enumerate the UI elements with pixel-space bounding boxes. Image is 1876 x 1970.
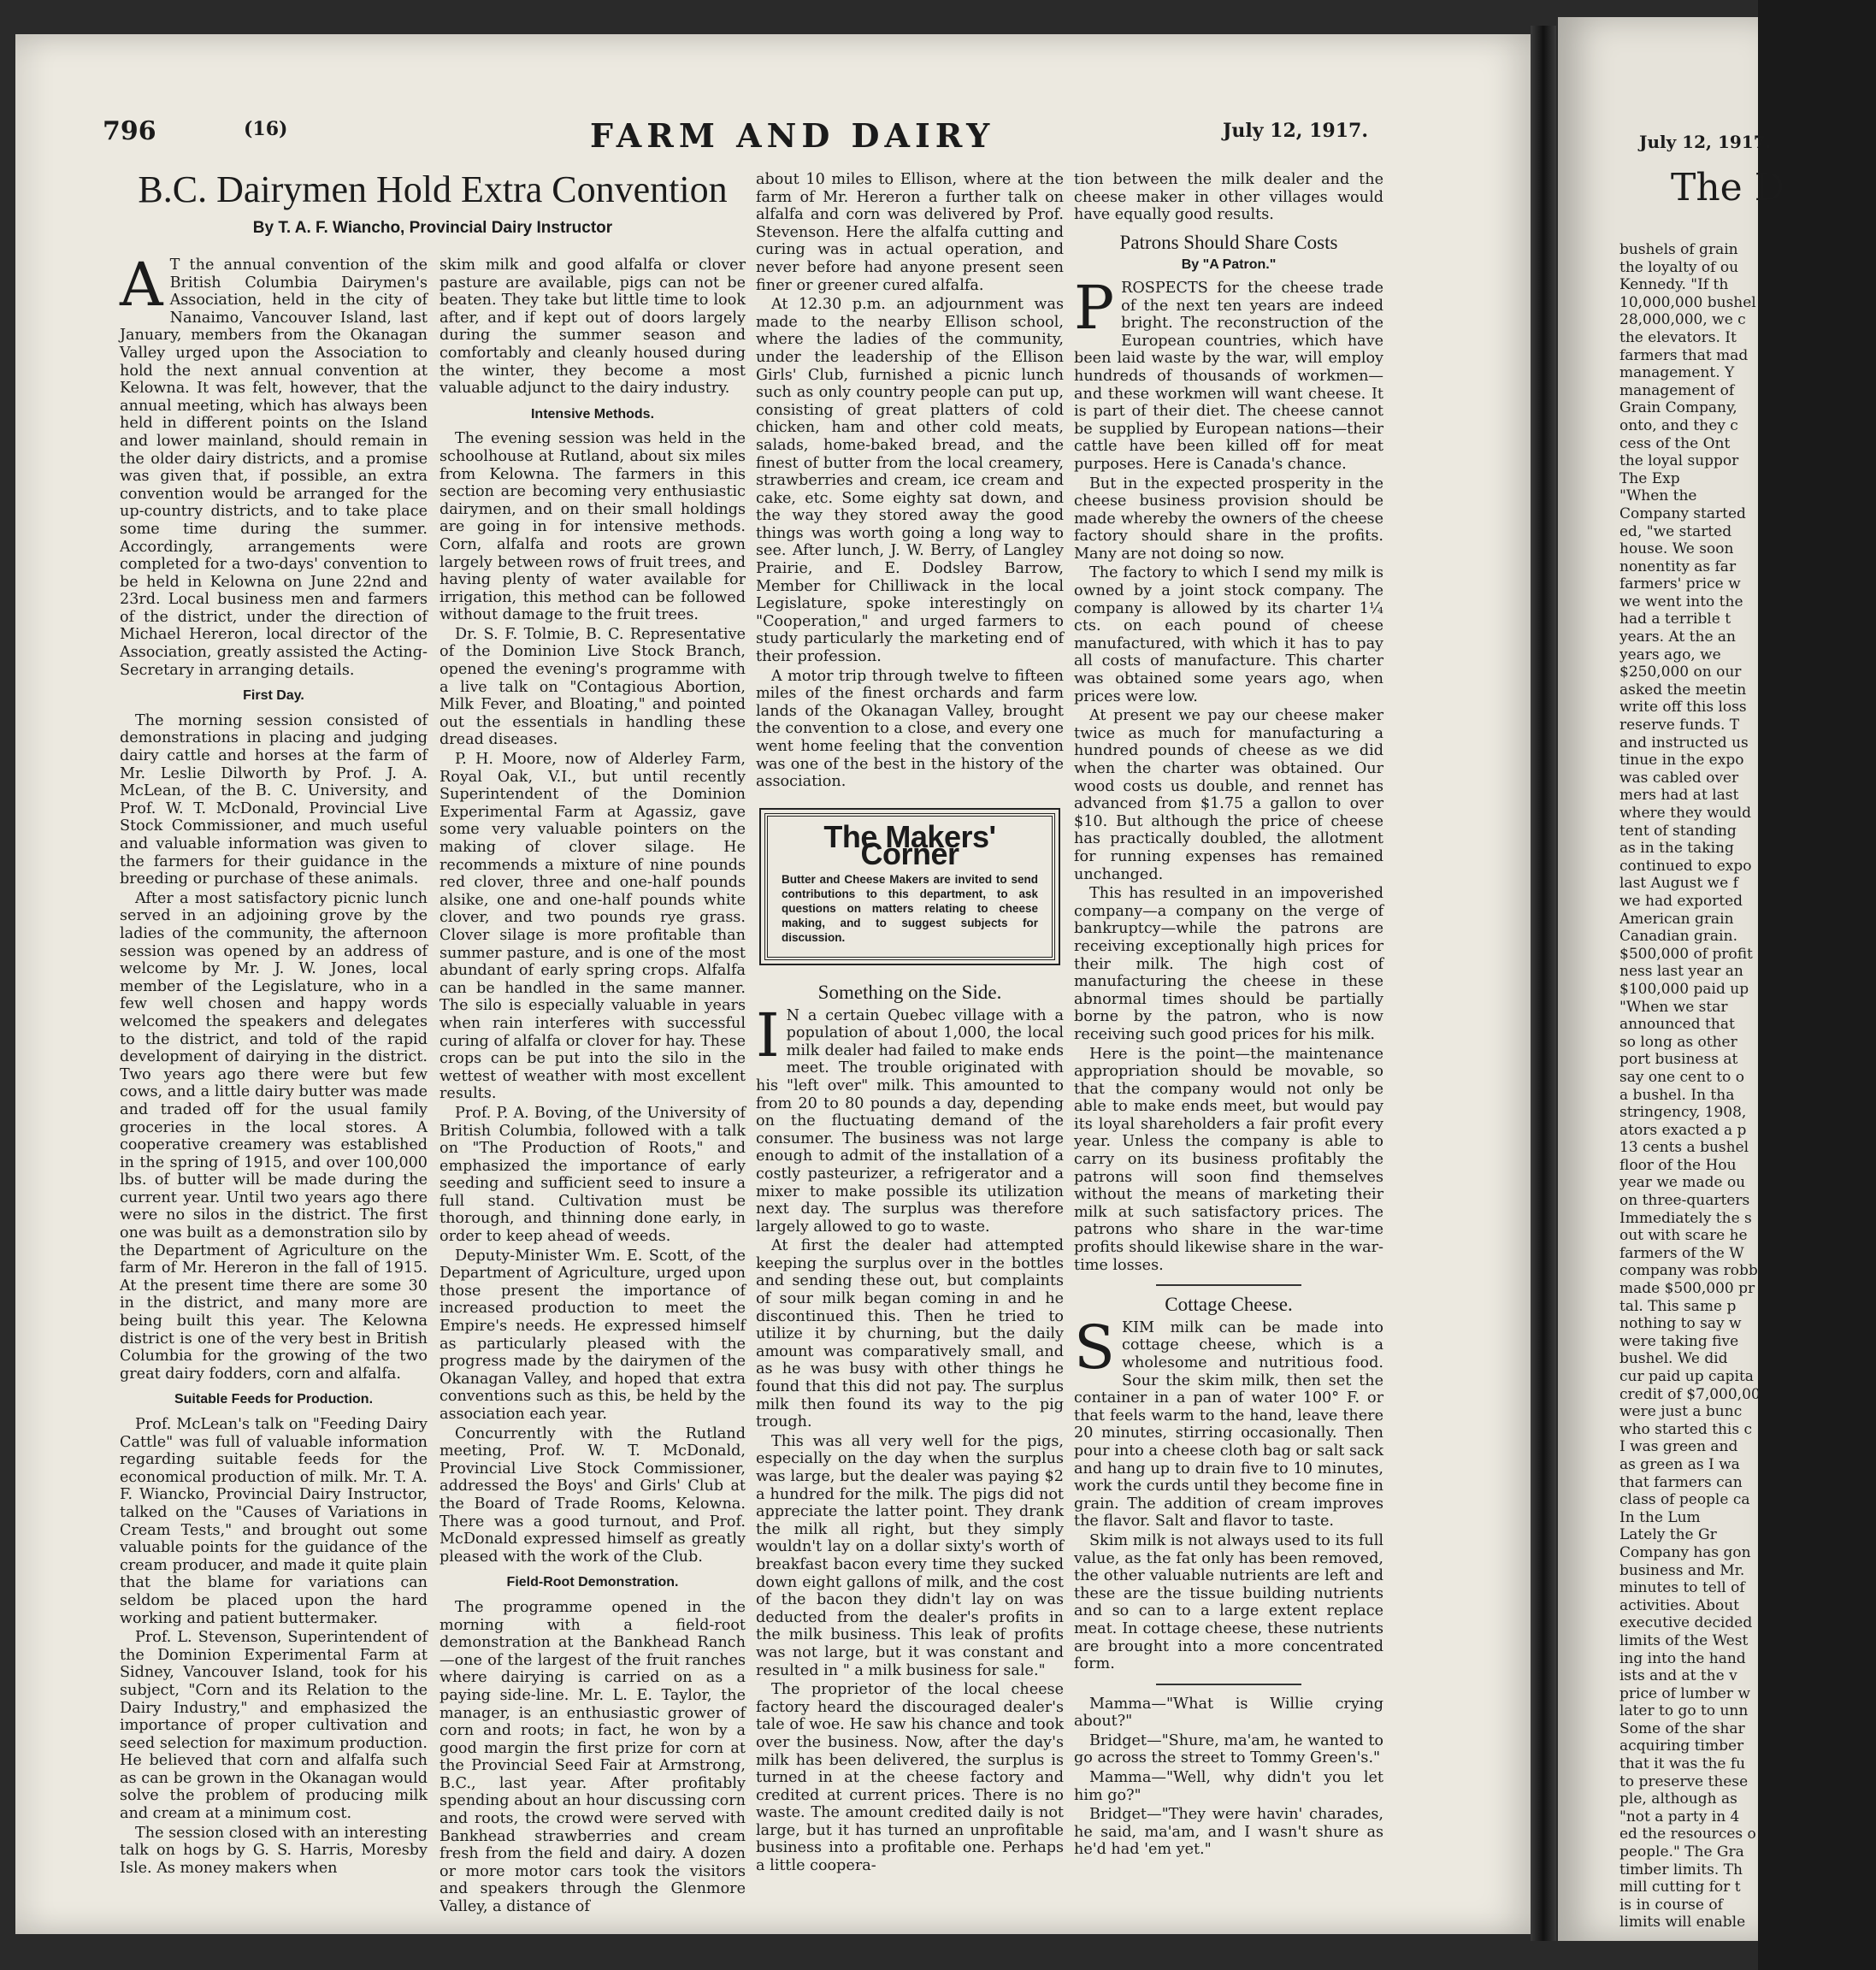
right-page-line: company was robb (1619, 1262, 1758, 1280)
article-paragraph: about 10 miles to Ellison, where at the farm of Mr. Hereron a further talk on alfalfa and corn was delivered by Prof. Stevenson. Here the alfalfa cutting and curing was in actual operation, and never before had anyone present seen finer or greener cured alfalfa. (756, 171, 1064, 294)
article-paragraph: SKIM milk can be made into cottage cheese, which is a wholesome and nutritious food. Sour the skim milk, then set the container in a pan of water 100° F. or that feels warm to the hand, leave there 20 minutes, stirring occasionally. Then pour into a cheese cloth bag or salt sack and hang up to drain five to 10 minutes, work the curds until they become fine in grain. The addition of cream improves the flavor. Salt and flavor to taste. (1074, 1312, 1383, 1531)
right-page-line: we had exported (1619, 892, 1743, 910)
page-number: 796 (103, 116, 156, 146)
right-page-line: nonentity as far (1619, 557, 1737, 575)
right-page-line: management. Y (1619, 364, 1735, 382)
right-page-line: business and Mr. (1619, 1561, 1745, 1579)
subhead-intensive-methods: Intensive Methods. (530, 406, 655, 422)
right-page-line: onto, and they c (1619, 416, 1738, 434)
article-paragraph: A motor trip through twelve to fifteen miles of the finest orchards and farm lands of the Okanagan Valley, brought the convention to a close, and every one went home feeling that the convention was one of the best in the history of the association. (756, 667, 1064, 791)
article-paragraph: After a most satisfactory picnic lunch served in an adjoining grove by the ladies of the community, the afternoon session was opened by an address of welcome by Mr. J. W. Jones, local member of the Legislature, who in a few well chosen and happy words welcomed the speakers and delegates to the district, and told of the rapid development of dairying in the district. Two years ago there were but few cows, and a little dairy butter was made and traded off for the usual family groceries in the local stores. A cooperative creamery was established in the spring of 1915, and over 100,000 lbs. of butter will be made during the current year. Until two years ago there were no silos in the district. The first one was built as a demonstration silo by the Department of Agriculture on the farm of Mr. Hereron in the fall of 1915. At the present time there are some 30 in the district, and many more are being built this year. The Kelowna district is one of the very best in British Columbia for the growing of the two great dairy fodders, corn and alfalfa. (120, 889, 428, 1383)
column-4 (1074, 171, 1383, 1861)
right-page-line: Company has gon (1619, 1543, 1751, 1561)
right-page-line: on three-quarters (1619, 1192, 1750, 1210)
right-page-line: and instructed us (1619, 734, 1749, 752)
right-page-line: bushel. We did (1619, 1350, 1728, 1368)
patrons-title: Patrons Should Share Costs (1119, 231, 1338, 253)
right-page-line: ing into the hand (1619, 1649, 1746, 1667)
right-page-line: were just a bunc (1619, 1403, 1743, 1421)
article-paragraph: The programme opened in the morning with a field-root demonstration at the Bankhead Ranch—one of the largest of the fruit ranches where dairying is carried on as a paying side-line. Mr. L. E. Taylor, the manager, is an enthusiastic grower of corn and roots; in fact, he won by a good margin the first prize for corn at the Provincial Seed Fair at Armstrong, B.C., last year. After profitably spending about an hour discussing corn and roots, the crowd were served with Bankhead strawberries and cream fresh from the field and dairy. A dozen or more motor cars took the visitors and speakers through the Glenmore Valley, a distance of (440, 1598, 746, 1916)
article-paragraph: At 12.30 p.m. an adjournment was made to the nearby Ellison school, where the ladies of the community, under the leadership of the Ellison Girls' Club, furnished a picnic lunch such as only country people can put up, consisting of great platters of cold chicken, ham and other cold meats, salads, home-baked bread, and the finest of butter from the local creamery, strawberries and cream, ice cream and cake, etc. Some eighty sat down, and the way they stored away the good things was worth going a long way to see. After lunch, J. W. Berry, of Langley Prairie, and E. Dodsley Barrow, Member for Chilliwack in the local Legislature, spoke interestingly on "Cooperation," and urged farmers to study particularly the marketing end of their profession. (756, 296, 1064, 666)
right-page-line: 13 cents a bushel (1619, 1139, 1749, 1157)
right-page-line: farmers of the W (1619, 1244, 1744, 1262)
right-page-line: ists and at the v (1619, 1667, 1737, 1685)
right-page-line: where they would (1619, 805, 1752, 822)
right-page-line: last August we f (1619, 875, 1738, 893)
right-page-line: ators exacted a p (1619, 1121, 1747, 1139)
right-page-line: year we made ou (1619, 1174, 1746, 1192)
right-page-line: that farmers can (1619, 1473, 1743, 1491)
article-paragraph: P. H. Moore, now of Alderley Farm, Royal Oak, V.I., but until recently Superintendent of the Dominion Experimental Farm at Agassiz, gave some very valuable pointers on the making of clover silage. He recommends a mixture of nine pounds red clover, three and one-half pounds alsike, one and one-half pounds white clover, and two pounds rye grass. Clover silage is more profitable than summer pasture, and is one of the most abundant of early spring crops. Alfalfa can be handled in the same manner. The silo is especially valuable in years when rain interferes with successful curing of alfalfa or clover for hay. These crops can be put into the silo in the wettest of weather with most excellent results. (440, 751, 746, 1103)
joke-line: Bridget—"They were havin' charades, he said, ma'am, and I wasn't shure as he'd had 'em yet." (1074, 1806, 1383, 1859)
makers-corner-title: The Makers' Corner (823, 818, 996, 872)
right-page-line: announced that (1619, 1016, 1735, 1034)
drop-cap: I (756, 1000, 780, 1071)
article-paragraph: Prof. McLean's talk on "Feeding Dairy Cattle" was full of valuable information regarding suitable feeds for the economical production of milk. Mr. T. A. F. Wiancko, Provincial Dairy Instructor, talked on the "Causes of Variations in Cream Tests," and brought out some valuable points for the guidance of the cream producer, and made it quite plain that the blame for variations can seldom be placed upon the hard working and patient buttermaker. (120, 1416, 428, 1627)
article-paragraph: At first the dealer had attempted keeping the surplus over in the bottles and sending these out, but complaints of sour milk began coming in and he discontinued this. Then he tried to utilize it by churning, but the daily amount was comparatively small, and as he was busy with other things he found that this did not pay. The surplus milk then found its way to the pig trough. (756, 1237, 1064, 1431)
right-page-line: ed the resources o (1619, 1825, 1756, 1843)
right-page-line: ed, "we started (1619, 522, 1732, 540)
right-page-line: $250,000 on our (1619, 664, 1742, 681)
article-paragraph: The evening session was held in the schoolhouse at Rutland, about six miles from Kelowna. The farmers in this section are becoming very enthusiastic dairymen, and on their small holdings are going in for intensive methods. Corn, alfalfa and roots are grown largely between rows of fruit trees, and having plenty of water available for irrigation, this method can be followed without damage to the fruit trees. (440, 430, 746, 624)
article-title: B.C. Dairymen Hold Extra Convention (138, 168, 728, 210)
right-page-line: made $500,000 pr (1619, 1280, 1755, 1298)
article-paragraph: Deputy-Minister Wm. E. Scott, of the Department of Agriculture, urged upon those present the importance of increased production to meet the Empire's needs. He expressed himself as particularly pleased with the progress made by the dairymen of the Okanagan Valley, and hoped that extra conventions such as this, be held by the association each year. (440, 1247, 746, 1423)
right-page-line: The Exp (1619, 469, 1680, 487)
right-page-fragment (1558, 17, 1785, 1941)
right-page-line: nothing to say w (1619, 1315, 1742, 1333)
right-page-line: the loyalty of ou (1619, 258, 1739, 276)
masthead: FARM AND DAIRY (590, 116, 995, 155)
right-page-line: say one cent to o (1619, 1068, 1744, 1086)
article-paragraph: skim milk and good alfalfa or clover pasture are available, pigs can not be beaten. They take but little time to look after, and if kept out of doors largely during the summer season and comfortably and cleanly housed during the winter, they become a most valuable adjunct to the dairy industry. (440, 257, 746, 398)
article-paragraph: This was all very well for the pigs, especially on the day when the surplus was large, but the dealer was paying $2 a hundred for the milk. The pigs did not appreciate the latter point. They drank the milk all right, but they simply wouldn't lay on a dollar sixty's worth of breakfast bacon every time they sucked down eight gallons of milk, and the cost of the bacon they didn't lay on was deducted from the dealer's profits in the milk business. This leak of profits was not large, but it was constant and resulted in " a milk business for sale." (756, 1432, 1064, 1679)
article-paragraph: Here is the point—the maintenance appropriation should be movable, so that the company would not only be able to make ends meet, but would pay its loyal shareholders a fair profit every year. Unless the company is able to carry on its business profitably the patrons will soon find themselves without the means of marketing their milk at such satisfactory prices. The patrons who share in the war-time profits should likewise share in the war-time losses. (1074, 1045, 1383, 1274)
right-page-line: write off this loss (1619, 699, 1747, 717)
article-paragraph: The session closed with an interesting talk on hogs by G. S. Harris, Moresby Isle. As money makers when (120, 1824, 428, 1877)
article-paragraph: Concurrently with the Rutland meeting, Prof. W. T. McDonald, Provincial Live Stock Commissioner, addressed the Boys' and Girls' Club at the Board of Trade Rooms, Kelowna. There was a good turnout, and Prof. McDonald expressed himself as greatly pleased with the work of the Club. (440, 1424, 746, 1566)
right-page-line: we went into the (1619, 593, 1743, 610)
article-paragraph: Dr. S. F. Tolmie, B. C. Representative of the Dominion Live Stock Branch, opened the evening's programme with a live talk on "Contagious Abortion, Milk Fever, and Bloating," and pointed out the essentials in handling these dread diseases. (440, 625, 746, 749)
subhead-field-root: Field-Root Demonstration. (506, 1575, 679, 1590)
drop-cap: S (1074, 1312, 1115, 1383)
right-page-line: Grain Company, (1619, 399, 1737, 417)
makers-corner-box (764, 813, 1055, 960)
right-page-line: $500,000 of profit (1619, 945, 1753, 963)
right-page-line: were taking five (1619, 1332, 1739, 1350)
section-divider (1156, 1284, 1301, 1286)
right-page-line: 28,000,000, we c (1619, 311, 1746, 329)
issue-date: July 12, 1917. (1222, 120, 1368, 142)
joke-line: Bridget—"Shure, ma'am, he wanted to go across the street to Tommy Green's." (1074, 1731, 1383, 1767)
right-page-line: was cabled over (1619, 769, 1739, 787)
right-page-line: farmers' price w (1619, 575, 1741, 593)
right-page-line: price of lumber w (1619, 1684, 1750, 1702)
right-page-line: years ago, we (1619, 646, 1721, 664)
right-page-line: as in the taking (1619, 840, 1734, 858)
right-page-line: a bushel. In tha (1619, 1086, 1735, 1104)
right-page-line: bushels of grain (1619, 241, 1738, 258)
right-page-line: Company started (1619, 504, 1746, 522)
cottage-cheese-title: Cottage Cheese. (1165, 1294, 1293, 1316)
article-paragraph: The morning session consisted of demonstrations in placing and judging dairy cattle and horses at the farm of Mr. Leslie Dilworth by Prof. J. A. McLean, of the B. C. University, and Prof. W. T. McDonald, Provincial Live Stock Commissioner, and much useful and valuable information was given to the farmers for their guidance in the breeding or purchase of these animals. (120, 711, 428, 888)
right-page-line: later to go to unn (1619, 1702, 1749, 1720)
right-page-line: minutes to tell of (1619, 1579, 1745, 1597)
joke-line: Mamma—"Well, why didn't you let him go?" (1074, 1769, 1383, 1804)
section-divider (1156, 1684, 1301, 1685)
right-page-text-fragment (1619, 241, 1876, 1932)
right-page-line: out with scare he (1619, 1227, 1748, 1245)
right-page-line: 10,000,000 bushel (1619, 293, 1756, 311)
right-page-date: July 12, 1917. (1639, 132, 1772, 152)
right-page-line: ple, although as (1619, 1790, 1737, 1808)
right-page-title-fragment: The D (1671, 166, 1785, 209)
right-page-line: stringency, 1908, (1619, 1104, 1747, 1122)
right-page-line: to preserve these (1619, 1772, 1749, 1790)
right-page-line: "When we star (1619, 998, 1728, 1016)
column-2 (440, 257, 746, 1918)
right-page-line: management of (1619, 381, 1735, 399)
article-paragraph: Skim milk is not always used to its full value, as the fat only has been removed, the other valuable nutrients are left and these are the tissue building nutrients and so can to a large extent replace meat. In cottage cheese, these nutrients are brought into a more concentrated form. (1074, 1531, 1383, 1673)
right-page-line: Kennedy. "If th (1619, 276, 1729, 294)
right-page-line: the elevators. It (1619, 328, 1737, 346)
right-page-line: credit of $7,000,00 (1619, 1385, 1761, 1403)
article-paragraph: Prof. L. Stevenson, Superintendent of the Dominion Experimental Farm at Sidney, Vancouver Island, took for his subject, "Corn and its Relation to the Dairy Industry," and emphasized the importance of proper cultivation and seed selection for maximum production. He believed that corn and alfalfa such as can be grown in the Okanagan would solve the problem of producing milk and cream at a minimum cost. (120, 1629, 428, 1823)
right-page-line: years. At the an (1619, 628, 1736, 646)
right-page-line: ness last year an (1619, 963, 1743, 981)
article-paragraph: Prof. P. A. Boving, of the University of British Columbia, followed with a talk on "The Production of Roots," and emphasized the importance of early seeding and sufficient seed to insure a full stand. Cultivation must be thorough, and thinning done early, in order to keep ahead of weeds. (440, 1104, 746, 1246)
right-page-line: American grain (1619, 910, 1734, 928)
right-page-line: Some of the shar (1619, 1719, 1745, 1737)
right-page-line: farmers that mad (1619, 346, 1749, 364)
something-on-side-title: Something on the Side. (817, 981, 1002, 1003)
right-page-line: limits will enable (1619, 1914, 1746, 1932)
joke-line: Mamma—"What is Willie crying about?" (1074, 1695, 1383, 1731)
article-paragraph: The factory to which I send my milk is owned by a joint stock company. The company is allowed by its charter 1¼ cts. on each pound of cheese manufactured, with which it has to pay all costs of manufacture. This charter was obtained some years ago, when prices were low. (1074, 564, 1383, 705)
right-page-line: "When the (1619, 487, 1697, 505)
subhead-first-day: First Day. (243, 688, 304, 704)
right-page-line: activities. About (1619, 1596, 1740, 1614)
subhead-suitable-feeds: Suitable Feeds for Production. (174, 1392, 374, 1407)
right-page-line: tinue in the expo (1619, 752, 1744, 770)
right-page-line: reserve funds. T (1619, 717, 1740, 734)
right-page-line: is in course of (1619, 1896, 1723, 1914)
right-page-line: people." The Gra (1619, 1843, 1744, 1861)
right-page-line: I was green and (1619, 1438, 1738, 1456)
article-paragraph: I N a certain Quebec village with a population of about 1,000, the local milk dealer had failed to make ends meet. The trouble originated with his "left over" milk. This amounted to from 20 to 80 pounds a day, depending on the fluctuating demand of the consumer. The business was not large enough to admit of the installation of a costly pasteurizer, a refrigerator and a mixer to make possible its utilization next day. The surplus was therefore largely allowed to go to waste. (756, 1000, 1064, 1236)
right-page-line: acquiring timber (1619, 1737, 1744, 1755)
article-paragraph: But in the expected prosperity in the cheese business provision should be made whereby the owners of the cheese factory should share in the profits. Many are not doing so now. (1074, 475, 1383, 563)
right-page-line: cur paid up capita (1619, 1368, 1754, 1385)
column-3 (756, 171, 1064, 1877)
right-page-line: mill cutting for t (1619, 1879, 1741, 1896)
patrons-byline: By "A Patron." (1181, 257, 1277, 273)
right-page-line: class of people ca (1619, 1491, 1750, 1509)
right-page-line: cess of the Ont (1619, 434, 1731, 452)
book-gutter (1531, 26, 1556, 1941)
right-page-line: who started this c (1619, 1420, 1753, 1438)
right-page-line: tent of standing (1619, 822, 1737, 840)
makers-corner-text: Butter and Cheese Makers are invited to send contributions to this department, to ask questions on matters relating to cheese making, and to suggest subjects for discussion. (782, 872, 1038, 944)
right-page-line: mers had at last (1619, 787, 1739, 805)
article-byline: By T. A. F. Wiancho, Provincial Dairy Instructor (252, 219, 613, 237)
article-paragraph: The proprietor of the local cheese factory heard the discouraged dealer's tale of woe. He saw his chance and took over the business. Now, after the day's milk has been delivered, the surplus is turned in at the cheese factory and credited at current prices. There is no waste. The amount credited daily is not large, but it has turned an unprofitable business into a profitable one. Perhaps a little coopera- (756, 1681, 1064, 1875)
right-page-line: continued to expo (1619, 857, 1752, 875)
right-page-line: had a terrible t (1619, 610, 1731, 628)
right-page-line: limits of the West (1619, 1631, 1749, 1649)
right-page-line: Lately the Gr (1619, 1526, 1717, 1544)
right-page-line: house. We soon (1619, 540, 1734, 558)
right-page-line: so long as other (1619, 1033, 1737, 1051)
article-paragraph: PROSPECTS for the cheese trade of the next ten years are indeed bright. The reconstruction of the European countries, which have been laid waste by the war, will employ hundreds of thousands of workmen—and these workmen will want cheese. It is part of their diet. The cheese cannot be supplied by European nations—their cattle have been killed off for meat purposes. Here is Canada's chance. (1074, 272, 1383, 473)
column-1 (120, 250, 428, 1879)
drop-cap: A (120, 250, 163, 320)
right-page-line: asked the meetin (1619, 681, 1747, 699)
article-paragraph: tion between the milk dealer and the cheese maker in other villages would have equally good results. (1074, 171, 1383, 224)
right-page-line: that it was the fu (1619, 1755, 1746, 1773)
right-page-line: port business at (1619, 1051, 1738, 1069)
right-page-line: the loyal suppor (1619, 452, 1739, 470)
article-paragraph: A T the annual convention of the British Columbia Dairymen's Association, held in the city of Nanaimo, Vancouver Island, last January, members from the Okanagan Valley urged upon the Association to hold the next annual convention at Kelowna. It was felt, however, that the annual meeting, which has always been held in different points on the Island and lower mainland, should remain in the older dairy districts, and a promise was given that, if possible, an extra convention would be arranged for the up-country districts, and to take place some time during the summer. Accordingly, arrangements were completed for a two-days' convention to be held in Kelowna on June 22nd and 23rd. Local business men and farmers of the district, under the direction of Michael Hereron, local director of the Association, greatly assisted the Acting-Secretary in arranging details. (120, 250, 428, 679)
right-page-line: executive decided (1619, 1614, 1753, 1632)
right-page-line: Immediately the s (1619, 1209, 1752, 1227)
right-page-line: timber limits. Th (1619, 1861, 1743, 1879)
right-page-line: as green as I wa (1619, 1455, 1740, 1473)
right-page-line: In the Lum (1619, 1508, 1701, 1526)
article-paragraph: At present we pay our cheese maker twice as much for manufacturing a hundred pounds of cheese as we did when the charter was obtained. Our wood costs us double, and rennet has advanced from $1.75 a gallon to over $10. But although the price of cheese has practically doubled, the allotment for running expenses has remained unchanged. (1074, 707, 1383, 883)
right-page-line: tal. This same p (1619, 1297, 1737, 1315)
right-page-line: "not a party in 4 (1619, 1808, 1740, 1825)
article-paragraph: This has resulted in an impoverished company—a company on the verge of bankruptcy—while the patrons are receiving exceptionally high prices for their milk. The high cost of manufacturing the cheese in these abnormal times should be partially borne by the patron, who is now receiving such good prices for his milk. (1074, 885, 1383, 1043)
right-page-line: $100,000 paid up (1619, 980, 1749, 998)
page-header (103, 116, 1368, 155)
right-page-line: Canadian grain. (1619, 928, 1737, 946)
page-sub-number: (16) (244, 118, 288, 140)
drop-cap: P (1074, 272, 1115, 343)
right-page-line: floor of the Hou (1619, 1156, 1737, 1174)
